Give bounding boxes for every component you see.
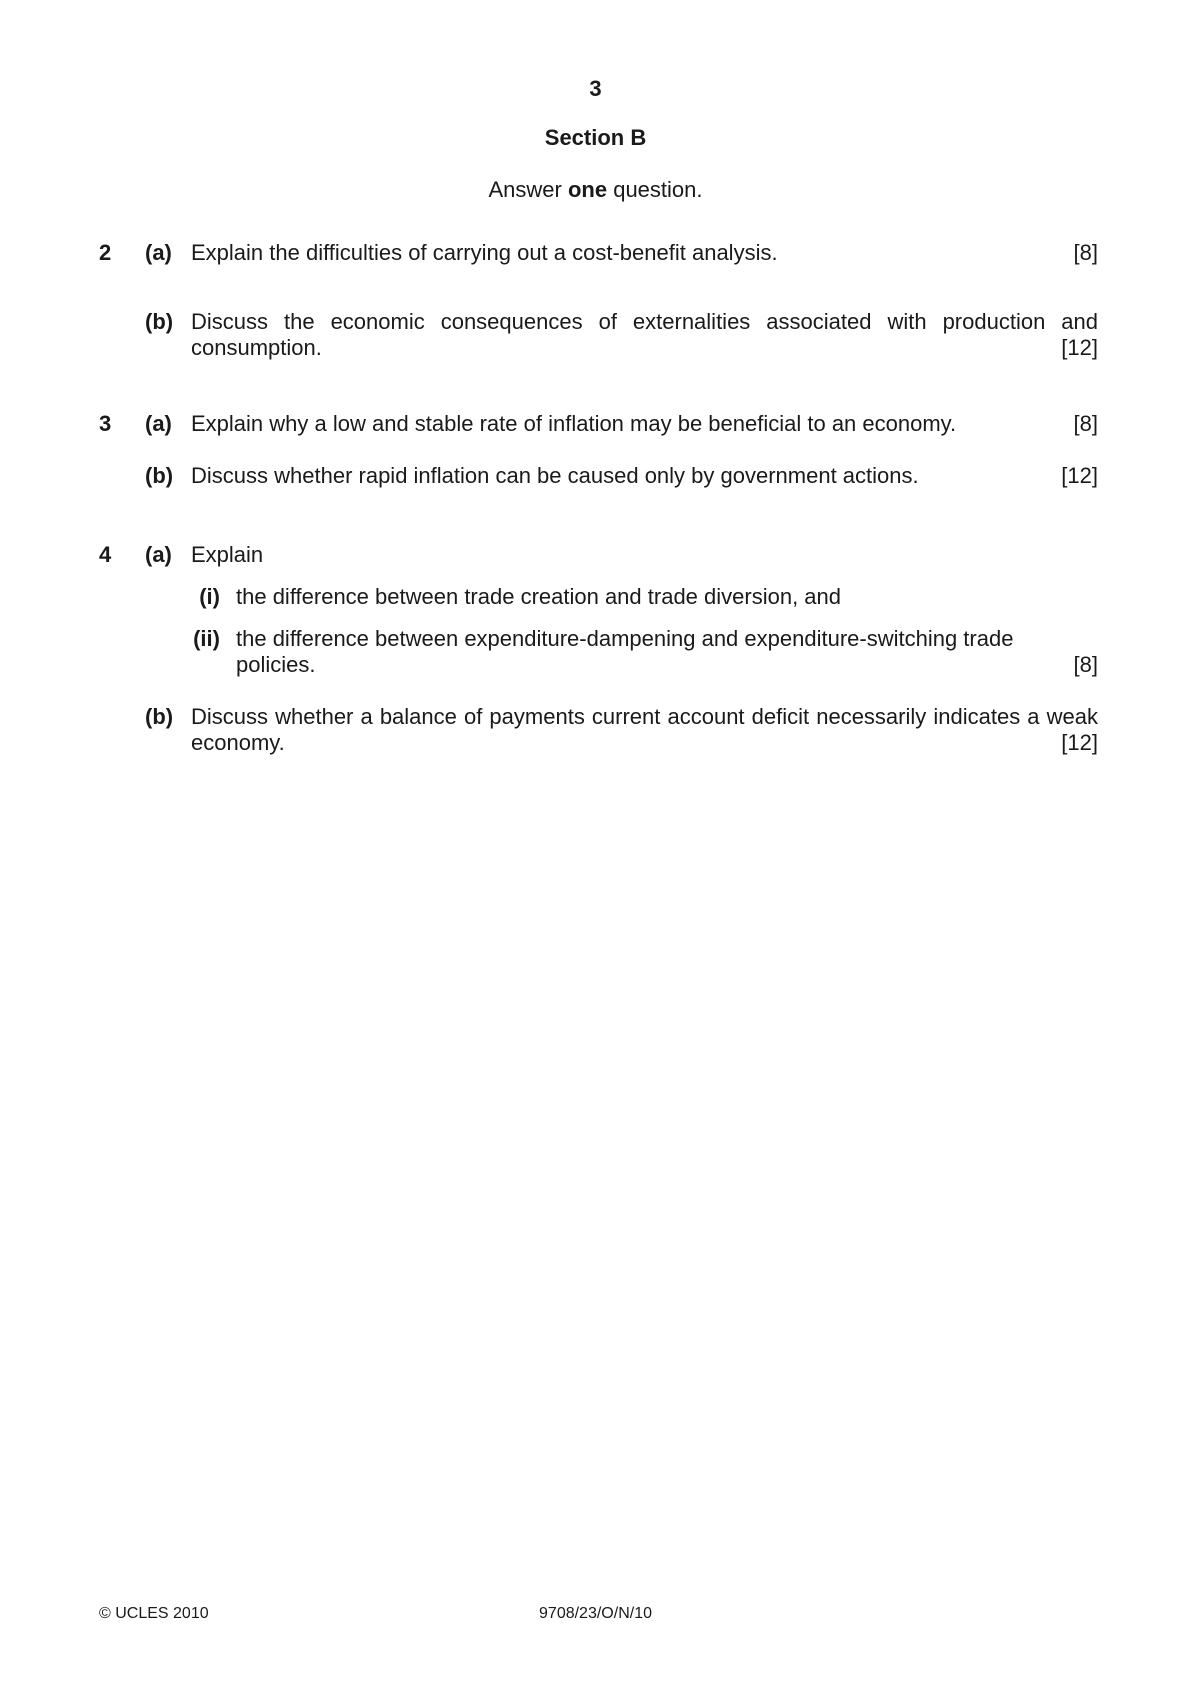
- subpart-text: the difference between expenditure-dampening and expenditure-switching trade policies.: [236, 626, 1014, 677]
- marks: [12]: [1061, 463, 1098, 488]
- subpart-label: (i): [199, 584, 220, 609]
- part-label: (b): [145, 309, 174, 334]
- marks: [12]: [1061, 730, 1098, 755]
- part-label: (a): [145, 240, 172, 265]
- question-text: Discuss whether rapid inflation can be caused only by government actions.: [191, 463, 919, 488]
- instruction-prefix: Answer: [488, 177, 568, 202]
- question-text-line-1: Discuss the economic consequences of externalities associated with production and: [191, 309, 1098, 334]
- subpart-label: (ii): [193, 626, 220, 651]
- part-label: (b): [145, 463, 174, 488]
- question-text-line-2: consumption.: [191, 335, 322, 360]
- question-text: Explain why a low and stable rate of inflation may be beneficial to an economy.: [191, 411, 957, 436]
- question-text: Explain: [191, 542, 264, 567]
- part-label: (a): [145, 411, 172, 436]
- question-text: Explain the difficulties of carrying out a cost-benefit analysis.: [191, 240, 778, 265]
- section-title: Section B: [544, 125, 647, 150]
- question-text-line-2: economy.: [191, 730, 285, 755]
- copyright: © UCLES 2010: [99, 1605, 209, 1622]
- instruction-emphasis: one: [567, 177, 608, 202]
- instruction: [0, 177, 1191, 203]
- question-text-line-1: Discuss whether a balance of payments current account deficit necessarily indicates a weak: [191, 704, 1098, 729]
- part-label: (b): [145, 704, 174, 729]
- instruction-suffix: question.: [607, 177, 703, 202]
- marks: [12]: [1061, 335, 1098, 360]
- page-number: 3: [589, 76, 602, 101]
- marks: [8]: [1073, 240, 1098, 265]
- paper-code: 9708/23/O/N/10: [539, 1605, 652, 1622]
- question-number: 3: [99, 411, 112, 436]
- marks: [8]: [1073, 411, 1098, 436]
- part-label: (a): [145, 542, 172, 567]
- marks: [8]: [1073, 652, 1098, 677]
- subpart-text: the difference between trade creation and trade diversion, and: [236, 584, 841, 609]
- question-number: 4: [99, 542, 112, 567]
- question-number: 2: [99, 240, 112, 265]
